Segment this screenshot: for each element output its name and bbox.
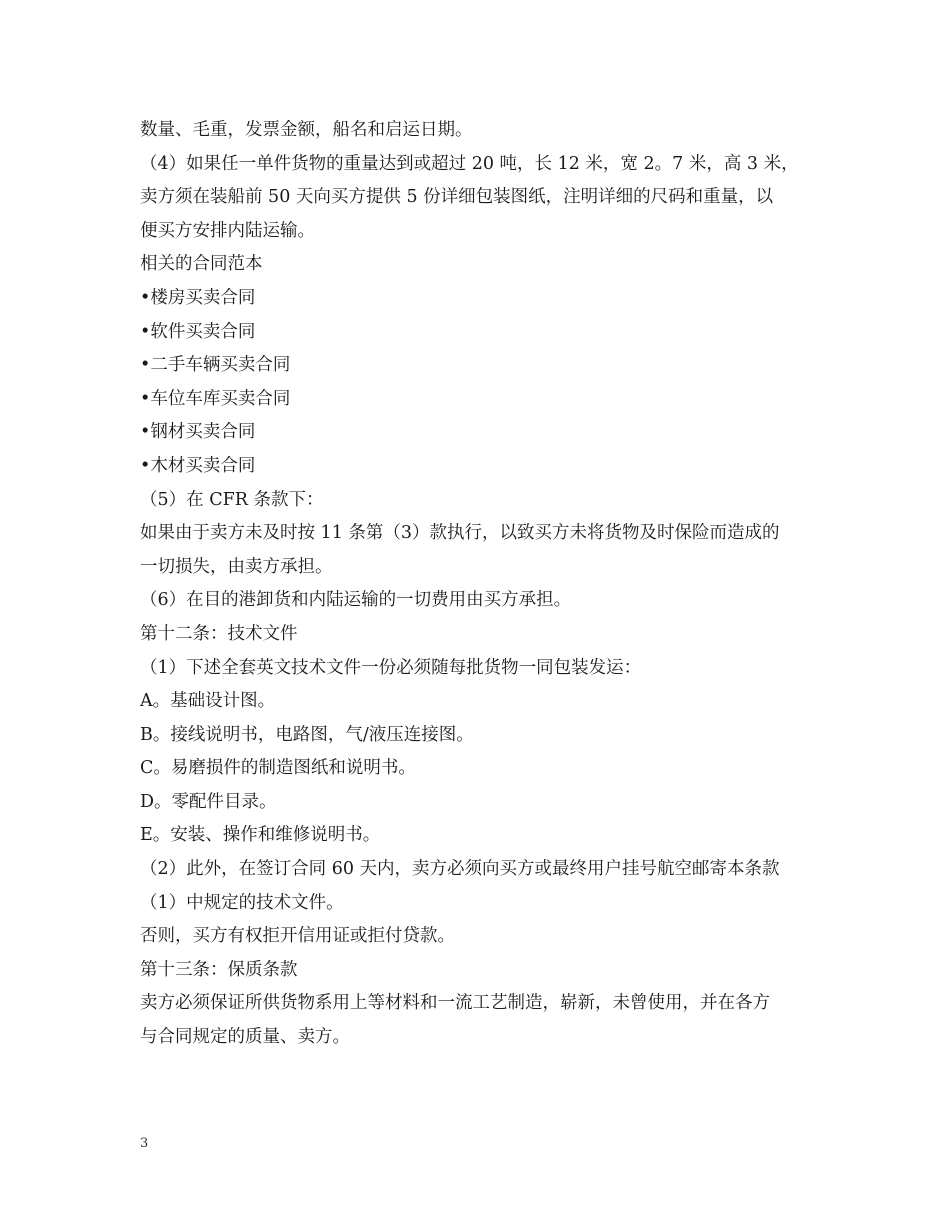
text-line: （1）中规定的技术文件。 <box>140 892 344 913</box>
text-line: D。零配件目录。 <box>140 791 277 812</box>
text-line: （2）此外，在签订合同 60 天内，卖方必须向买方或最终用户挂号航空邮寄本条款 <box>140 859 780 880</box>
list-item: •车位车库买卖合同 <box>140 388 291 409</box>
text-line: （1）下述全套英文技术文件一份必须随每批货物一同包装发运： <box>140 657 642 678</box>
text-line: 便买方安排内陆运输。 <box>140 220 315 241</box>
text-line: （6）在目的港卸货和内陆运输的一切费用由买方承担。 <box>140 590 572 611</box>
list-item: •软件买卖合同 <box>140 321 256 342</box>
section-heading: 相关的合同范本 <box>140 254 263 275</box>
text-line: 一切损失，由卖方承担。 <box>140 556 333 577</box>
section-heading: 第十三条：保质条款 <box>140 959 298 980</box>
text-line: E。安装、操作和维修说明书。 <box>140 825 381 846</box>
document-body <box>140 114 830 1055</box>
text-line: C。易磨损件的制造图纸和说明书。 <box>140 758 416 779</box>
list-item: •楼房买卖合同 <box>140 287 256 308</box>
page-number: 3 <box>140 1136 149 1151</box>
text-line: 与合同规定的质量、卖方。 <box>140 1027 350 1048</box>
section-heading: 第十二条：技术文件 <box>140 623 298 644</box>
text-line: （4）如果任一单件货物的重量达到或超过 20 吨，长 12 米，宽 2。7 米，高 3 米， <box>140 153 799 174</box>
text-line: 如果由于卖方未及时按 11 条第（3）款执行，以致买方未将货物及时保险而造成的 <box>140 523 780 544</box>
text-line: A。基础设计图。 <box>140 691 276 712</box>
text-line: 数量、毛重，发票金额，船名和启运日期。 <box>140 120 473 140</box>
text-line: B。接线说明书，电路图，气/液压连接图。 <box>140 724 474 745</box>
text-line: 卖方必须保证所供货物系用上等材料和一流工艺制造，崭新，未曾使用，并在各方 <box>140 993 770 1014</box>
text-line: （5）在 CFR 条款下： <box>140 489 324 510</box>
text-line: 否则，买方有权拒开信用证或拒付贷款。 <box>140 926 455 947</box>
list-item: •钢材买卖合同 <box>140 422 256 443</box>
list-item: •木材买卖合同 <box>140 455 256 476</box>
list-item: •二手车辆买卖合同 <box>140 355 291 376</box>
text-line: 卖方须在装船前 50 天向买方提供 5 份详细包装图纸，注明详细的尺码和重量，以 <box>140 187 774 208</box>
